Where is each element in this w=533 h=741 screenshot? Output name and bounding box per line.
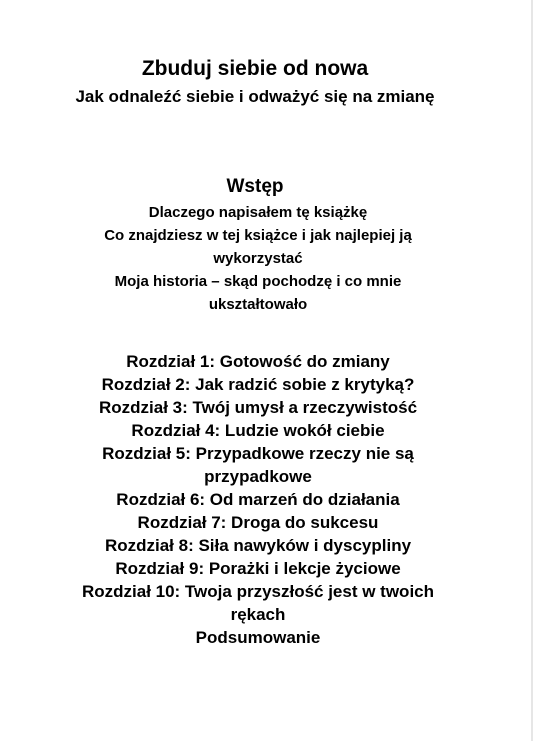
- toc-item-chapter-3: Rozdział 3: Twój umysł a rzeczywistość: [98, 398, 418, 417]
- toc-item-chapter-2: Rozdział 2: Jak radzić sobie z krytyką?: [101, 375, 415, 394]
- toc-item-chapter-5: Rozdział 5: Przypadkowe rzeczy nie są przypadkowe: [102, 444, 414, 486]
- toc-item-summary: Podsumowanie: [195, 628, 321, 647]
- toc-item-chapter-10: Rozdział 10: Twoja przyszłość jest w twoich rękach: [81, 582, 435, 624]
- document-title: Zbuduj siebie od nowa: [141, 57, 369, 80]
- intro-list: [0, 201, 516, 316]
- toc-item-chapter-8: Rozdział 8: Siła nawyków i dyscypliny: [104, 536, 412, 555]
- toc-item-chapter-4: Rozdział 4: Ludzie wokół ciebie: [131, 421, 385, 440]
- intro-item: Dlaczego napisałem tę książkę: [148, 204, 368, 221]
- intro-heading: Wstęp: [226, 176, 284, 197]
- toc-item-chapter-9: Rozdział 9: Porażki i lekcje życiowe: [115, 559, 401, 578]
- toc-item-chapter-1: Rozdział 1: Gotowość do zmiany: [126, 352, 390, 371]
- intro-item: Moja historia – skąd pochodzę i co mnie ukształtowało: [114, 273, 402, 313]
- table-of-contents: [0, 350, 516, 649]
- intro-item: Co znajdziesz w tej książce i jak najlepiej ją wykorzystać: [104, 227, 412, 267]
- toc-item-chapter-6: Rozdział 6: Od marzeń do działania: [116, 490, 400, 509]
- toc-item-chapter-7: Rozdział 7: Droga do sukcesu: [137, 513, 379, 532]
- document-subtitle: Jak odnaleźć siebie i odważyć się na zmianę: [75, 87, 435, 106]
